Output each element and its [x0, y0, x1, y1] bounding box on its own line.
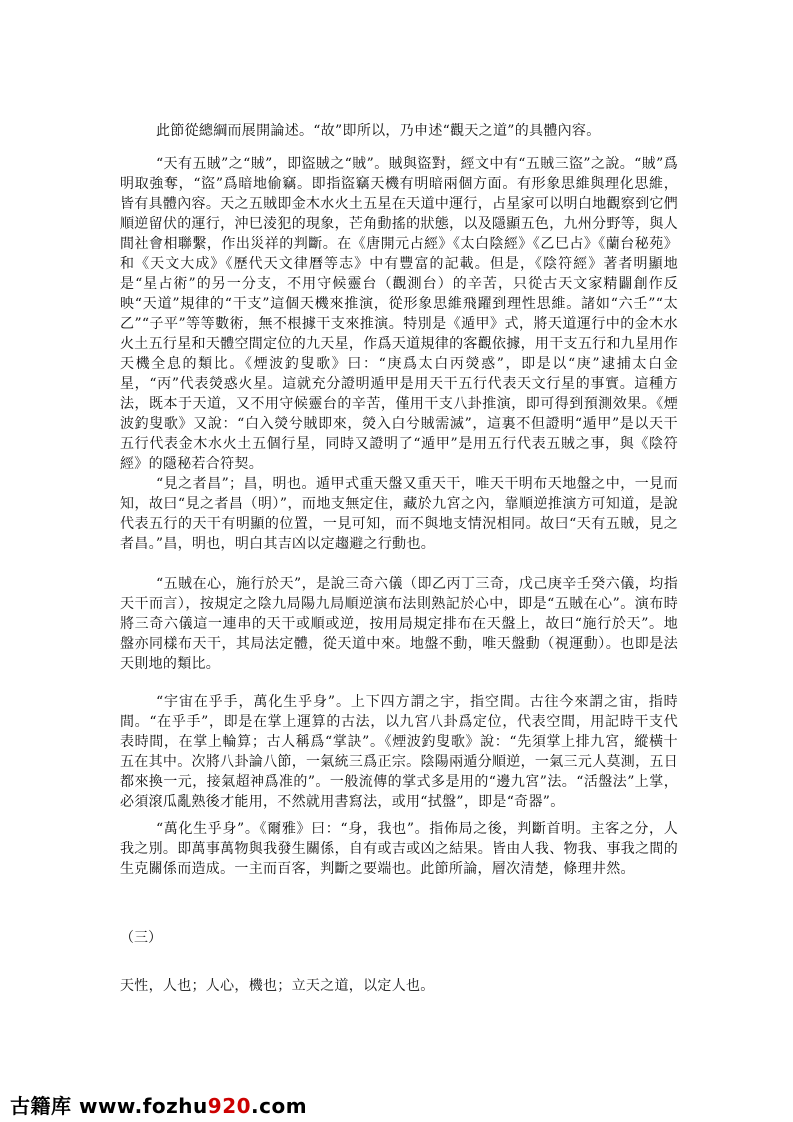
paragraph-thieves-in-heart: “五賊在心，施行於天”，是說三奇六儀（即乙丙丁三奇，戊己庚辛壬癸六儀，均指天干而言），按規定之陰九局陽九局順逆演布法則熟記於心中，即是“五賊在心”。演布時將三奇六儀這一連串的天干或順或逆，按用局規定排布在天盤上，故曰“施行於天”。地盤亦同樣布天干，其局法定體，從天道中來。地盤不動，唯天盤動（視運動）。也即是法天則地的類比。	[120, 576, 678, 672]
paragraph-transformation-body: “萬化生乎身”。《爾雅》曰：“身，我也”。指佈局之後，判斷首明。主客之分，人我之別。即萬事萬物與我發生關係，自有或吉或凶之結果。皆由人我、物我、事我之間的生克關係而造成。一主而百客，判斷之要端也。此節所論，層次清楚，條理井然。	[120, 821, 678, 877]
watermark-url-number: 920	[207, 1094, 252, 1118]
paragraph-universe-in-hand: “宇宙在乎手，萬化生乎身”。上下四方謂之宇，指空間。古往今來謂之宙，指時間。“在乎手”，即是在掌上運算的古法，以九宮八卦爲定位，代表空間，用記時干支代表時間，在掌上輪算；古人稱爲“掌訣”。《煙波釣叟歌》說：“先須掌上排九宮，縱橫十五在其中。次將八卦論八節，一氣統三爲正宗。陰陽兩遁分順逆，一氣三元人莫測，五日都來換一元，接氣超神爲准的”。一般流傳的掌式多是用的“邊九宮”法。“活盤法”上掌，必須滾瓜亂熟後才能用，不然就用書寫法，或用“拭盤”，即是“奇器”。	[120, 694, 678, 810]
section-number: （三）	[120, 930, 162, 946]
watermark	[10, 1090, 307, 1119]
paragraph-five-thieves: “天有五賊”之“賊”，即盜賊之“賊”。賊與盜對，經文中有“五賊三盜”之說。“賊”爲明取強奪，“盜”爲暗地偷竊。即指盜竊天機有明暗兩個方面。有形象思維與理化思維，皆有具體內容。天之五賊即金木水火土五星在天道中運行，占星家可以明白地觀察到它們順逆留伏的運行，沖巳淩犯的現象，芒角動搖的狀態，以及隱顯五色，九州分野等，與人間社會相聯繫，作出災祥的判斷。在《唐開元占經》《太白陰經》《乙巳占》《蘭台秘苑》和《天文大成》《歷代天文律曆等志》中有豐富的記載。但是，《陰符經》著者明顯地是“星占術”的另一分支，不用守候靈台（觀測台）的辛苦，只從古天文家精闢創作反映“天道”規律的“干支”這個天機來推演，從形象思維飛躍到理性思維。諸如“六壬”“太乙”“子平”等等數術，無不根據干支來推演。特別是《遁甲》式，將天道運行中的金木水火土五行星和天體空間定位的九天星，作爲天道規律的客觀依據，用干支五行和九星用作天機全息的類比。《煙波釣叟歌》曰：“庚爲太白丙熒惑”，即是以“庚”逮捕太白金星，“丙”代表熒惑火星。這就充分證明遁甲是用天干五行代表天文行星的事實。這種方法，既本于天道，又不用守候靈台的辛苦，僅用干支八卦推演，即可得到預測效果。《煙波釣叟歌》又說：“白入熒兮賊即來，熒入白兮賊需滅”，這裏不但證明“遁甲”是以天干五行代表金木水火土五個行星，同時又證明了“遁甲”是用五行代表五賊之事，與《陰符經》的隱秘若合符契。	[120, 156, 678, 472]
watermark-site-name: 古籍库	[10, 1094, 72, 1118]
watermark-url-prefix: www.fozhu	[78, 1094, 208, 1118]
paragraph-seeing-prosper: “見之者昌”；昌，明也。遁甲式重天盤又重天干，唯天干明布天地盤之中，一見而知，故曰“見之者昌（明）”，而地支無定住，藏於九宮之內，靠順逆推演方可知道，是說代表五行的天干有明顯的位置，一見可知，而不與地支情況相同。故曰“天有五賊，見之者昌。”昌，明也，明白其吉凶以定趨避之行動也。	[120, 476, 678, 552]
paragraph-intro: 此節從總綱而展開論述。“故”即所以，乃申述“觀天之道”的具體內容。	[156, 123, 601, 139]
scripture-line: 天性，人也；人心，機也；立天之道，以定人也。	[120, 978, 435, 994]
watermark-url-suffix: .com	[251, 1094, 308, 1118]
